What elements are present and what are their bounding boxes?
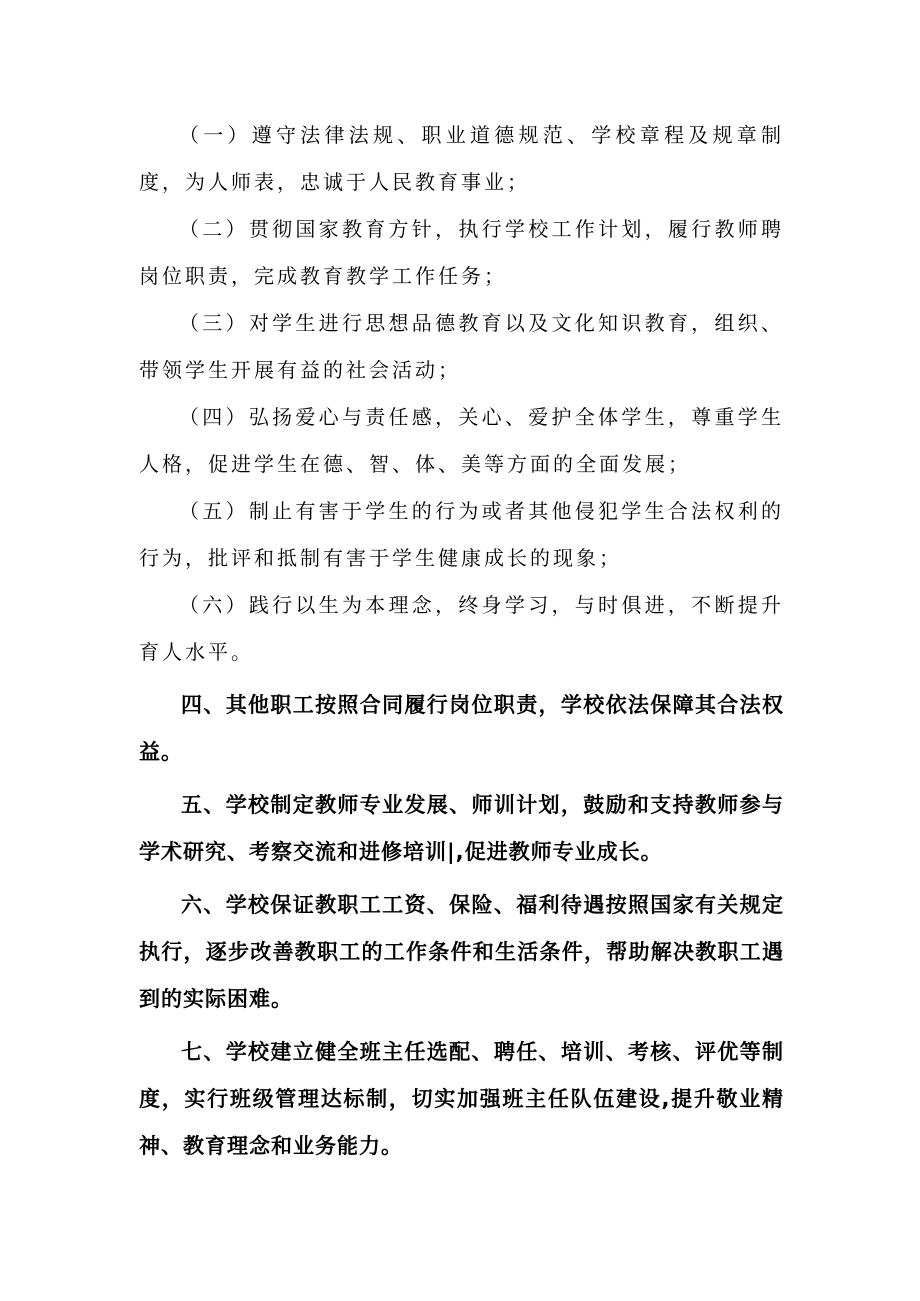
article-5-paragraph: 五、学校制定教师专业发展、师训计划，鼓励和支持教师参与学术研究、考察交流和进修培训|,促进教师专业成长。	[139, 793, 784, 864]
duty-item-4: （四）弘扬爱心与责任感，关心、爱护全体学生，尊重学生人格，促进学生在德、智、体、美等方面的全面发展；	[139, 405, 784, 476]
duty-item-1: （一）遵守法律法规、职业道德规范、学校章程及规章制度，为人师表，忠诚于人民教育事业；	[139, 123, 784, 194]
article-6-paragraph: 六、学校保证教职工工资、保险、福利待遇按照国家有关规定执行，逐步改善教职工的工作条件和生活条件，帮助解决教职工遇到的实际困难。	[139, 893, 784, 1011]
duty-item-6: （六）践行以生为本理念，终身学习，与时俱进，不断提升育人水平。	[139, 593, 784, 664]
article-7-paragraph: 七、学校建立健全班主任选配、聘任、培训、考核、评优等制度，实行班级管理达标制，切实加强班主任队伍建设,提升敬业精神、教育理念和业务能力。	[139, 1040, 784, 1158]
duty-item-2: （二）贯彻国家教育方针，执行学校工作计划，履行教师聘岗位职责，完成教育教学工作任务；	[139, 217, 784, 288]
duty-item-5: （五）制止有害于学生的行为或者其他侵犯学生合法权利的行为，批评和抵制有害于学生健康成长的现象；	[139, 499, 784, 570]
document-body	[139, 112, 784, 1170]
duty-item-3: （三）对学生进行思想品德教育以及文化知识教育，组织、带领学生开展有益的社会活动；	[139, 311, 784, 382]
article-4-paragraph: 四、其他职工按照合同履行岗位职责，学校依法保障其合法权益。	[139, 693, 784, 764]
